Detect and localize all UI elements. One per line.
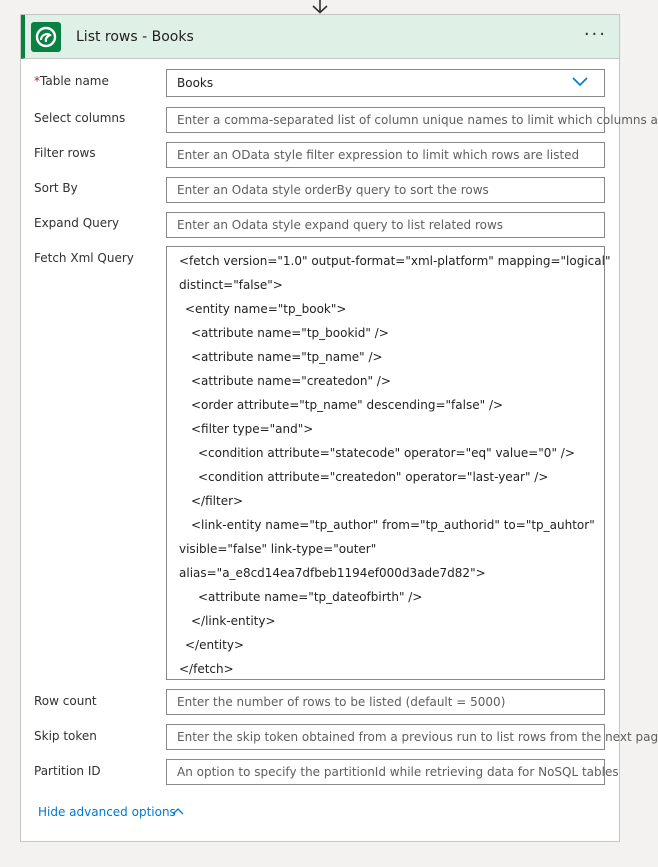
sort-by-input[interactable]	[166, 177, 605, 203]
partition-id-input[interactable]	[166, 759, 619, 785]
table-name-dropdown[interactable]	[166, 69, 605, 97]
expand-query-label: Expand Query	[34, 216, 120, 230]
xml-line: <attribute name="tp_name" />	[191, 350, 383, 364]
chevron-down-icon	[572, 77, 588, 87]
xml-line: <link-entity name="tp_author" from="tp_authorid" to="tp_auhtor"	[191, 518, 595, 532]
xml-line: </filter>	[191, 494, 244, 508]
xml-line: alias="a_e8cd14ea7dfbeb1194ef000d3ade7d82">	[179, 566, 486, 580]
fetch-xml-label: Fetch Xml Query	[34, 251, 134, 265]
xml-line: <attribute name="tp_bookid" />	[191, 326, 389, 340]
filter-rows-placeholder: Enter an OData style filter expression to limit which rows are listed	[177, 148, 580, 162]
card-title[interactable]: List rows - Books	[76, 29, 194, 45]
xml-line: <filter type="and">	[191, 422, 314, 436]
row-count-input[interactable]	[166, 689, 605, 715]
list-rows-action-card	[20, 14, 658, 842]
row-count-label: Row count	[34, 694, 97, 708]
table-name-label	[34, 74, 109, 88]
fetch-xml-textarea[interactable]	[166, 246, 611, 680]
xml-line: <attribute name="tp_dateofbirth" />	[198, 590, 423, 604]
partition-id-placeholder: An option to specify the partitionId while retrieving data for NoSQL tables	[177, 765, 619, 779]
select-columns-input[interactable]	[166, 107, 658, 133]
xml-line: <order attribute="tp_name" descending="false" />	[191, 398, 504, 412]
expand-query-placeholder: Enter an Odata style expand query to list related rows	[177, 218, 504, 232]
hide-advanced-options-label: Hide advanced options	[38, 805, 176, 819]
xml-line: visible="false" link-type="outer"	[179, 542, 377, 556]
skip-token-label: Skip token	[34, 729, 97, 743]
table-name-value: Books	[177, 76, 214, 90]
arrow-down-icon	[310, 0, 330, 14]
xml-line: </link-entity>	[191, 614, 276, 628]
xml-line: <entity name="tp_book">	[185, 302, 347, 316]
filter-rows-label: Filter rows	[34, 146, 96, 160]
xml-line: <condition attribute="createdon" operator="last-year" />	[198, 470, 549, 484]
filter-rows-input[interactable]	[166, 142, 605, 168]
xml-line: </fetch>	[179, 662, 234, 676]
dataverse-logo-icon	[31, 22, 61, 52]
row-count-placeholder: Enter the number of rows to be listed (default = 5000)	[177, 695, 506, 709]
hide-advanced-options-button[interactable]	[38, 805, 176, 819]
select-columns-label: Select columns	[34, 111, 126, 125]
xml-line: <fetch version="1.0" output-format="xml-platform" mapping="logical"	[179, 254, 611, 268]
skip-token-placeholder: Enter the skip token obtained from a previous run to list rows from the next pag	[177, 730, 658, 744]
xml-line: <condition attribute="statecode" operator="eq" value="0" />	[198, 446, 575, 460]
xml-line: <attribute name="createdon" />	[191, 374, 391, 388]
expand-query-input[interactable]	[166, 212, 605, 238]
select-columns-placeholder: Enter a comma-separated list of column unique names to limit which columns a	[177, 113, 658, 127]
xml-line: </entity>	[185, 638, 244, 652]
sort-by-label: Sort By	[34, 181, 78, 195]
sort-by-placeholder: Enter an Odata style orderBy query to sort the rows	[177, 183, 489, 197]
required-mark: *	[34, 74, 40, 88]
table-name-label-text: Table name	[40, 74, 109, 88]
chevron-up-icon	[172, 807, 184, 815]
skip-token-input[interactable]	[166, 724, 658, 750]
xml-line: distinct="false">	[179, 278, 283, 292]
partition-id-label: Partition ID	[34, 764, 101, 778]
more-options-icon[interactable]: ···	[583, 24, 607, 45]
card-header[interactable]	[21, 15, 619, 59]
